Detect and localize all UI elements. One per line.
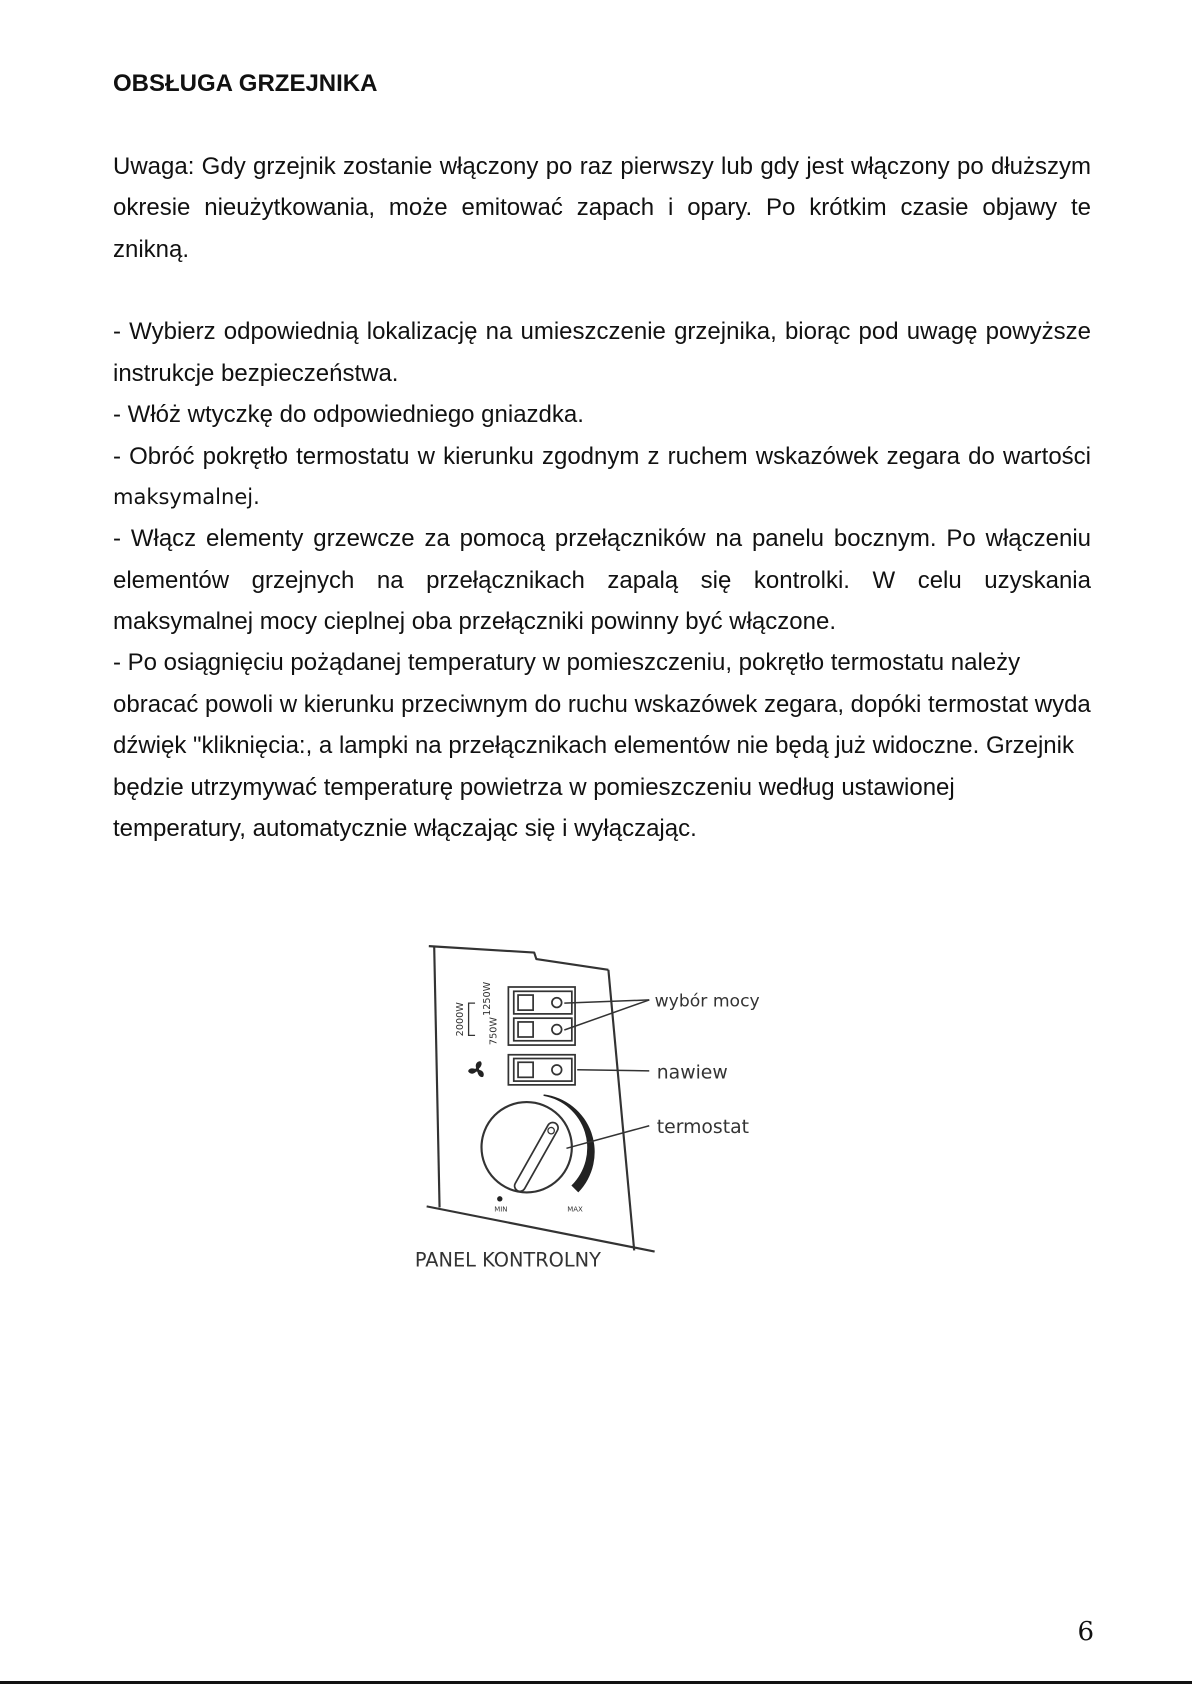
- note-paragraph: [113, 146, 1091, 270]
- power-switch-1: [514, 991, 572, 1014]
- panel-right-edge: [608, 970, 634, 1251]
- step-5-line: - Po osiągnięciu pożądanej temperatury w pomieszczeniu, pokrętło termostatu należy: [113, 649, 1021, 677]
- step-3-line: maksymalnej.: [113, 484, 260, 509]
- label-power-select: wybór mocy: [654, 991, 760, 1012]
- switch-lamp: [552, 1065, 562, 1075]
- note-line: znikną.: [113, 235, 190, 263]
- rating-2000w-label: 2000W: [455, 1002, 467, 1037]
- label-thermostat: termostat: [656, 1117, 749, 1139]
- switch-lamp: [552, 1025, 562, 1035]
- fan-switch: [508, 1055, 575, 1085]
- step-3-line: - Obróć pokrętło termostatu w kierunku zgodnym z ruchem wskazówek zegara do wartości: [113, 442, 1091, 470]
- rating-bracket: [469, 1003, 475, 1035]
- step-5-line: obracać powoli w kierunku przeciwnym do ruchu wskazówek zegara, dopóki termostat wyda: [113, 690, 1091, 718]
- panel-top-edge: [429, 946, 609, 970]
- step-4-line: elementów grzejnych na przełącznikach zapalą się kontrolki. W celu uzyskania: [113, 566, 1091, 594]
- document-body: [113, 63, 1091, 849]
- page-title: OBSŁUGA GRZEJNIKA: [113, 70, 378, 97]
- thermostat-dial: [482, 1094, 595, 1213]
- fan-icon: [468, 1061, 486, 1078]
- panel-left-edge: [434, 946, 439, 1207]
- min-marker-dot: [497, 1196, 502, 1201]
- step-1-line: - Wybierz odpowiednią lokalizację na umieszczenie grzejnika, biorąc pod uwagę powyższe: [113, 318, 1091, 346]
- page-number: 6: [1077, 1617, 1094, 1647]
- control-panel-diagram: [403, 930, 774, 1280]
- leader-fan: [577, 1070, 649, 1071]
- note-line: Uwaga: Gdy grzejnik zostanie włączony po raz pierwszy lub gdy jest włączony po dłuższym: [113, 152, 1091, 180]
- step-4-line: maksymalnej mocy cieplnej oba przełączniki powinny być włączone.: [113, 608, 836, 636]
- rating-1250w-label: 1250W: [482, 981, 494, 1016]
- leader-thermostat: [566, 1126, 649, 1149]
- step-5-line: temperatury, automatycznie włączając się i wyłączając.: [113, 815, 697, 843]
- step-1-line: instrukcje bezpieczeństwa.: [113, 359, 399, 387]
- panel-bottom-edge: [427, 1206, 655, 1251]
- switch-rocker: [518, 1022, 533, 1037]
- leader-power-2: [564, 1000, 649, 1030]
- power-switch-2: [514, 1018, 572, 1041]
- power-rating-labels: [455, 981, 499, 1045]
- step-2: [113, 394, 1091, 435]
- label-fan: nawiew: [656, 1062, 728, 1084]
- step-1: [113, 311, 1091, 394]
- step-5: [113, 642, 1091, 849]
- step-2-line: - Włóż wtyczkę do odpowiedniego gniazdka.: [113, 401, 584, 429]
- step-3: [113, 436, 1091, 519]
- dial-min-label: MIN: [494, 1205, 508, 1214]
- note-line: okresie nieużytkowania, może emitować zapach i opary. Po krótkim czasie objawy te: [113, 194, 1091, 222]
- instruction-steps: [113, 311, 1091, 849]
- leader-power-1: [564, 1000, 649, 1003]
- leader-lines: [564, 1000, 649, 1148]
- step-5-line: będzie utrzymywać temperaturę powietrza w pomieszczeniu według ustawionej: [113, 773, 955, 801]
- step-4: [113, 518, 1091, 642]
- step-5-line: dźwięk "kliknięcia:, a lampki na przełącznikach elementów nie będą już widoczne. Grzejnik: [113, 732, 1074, 760]
- switch-rocker: [518, 995, 533, 1010]
- power-switches: [508, 987, 575, 1045]
- rating-750w-label: 750W: [488, 1017, 500, 1046]
- step-4-line: - Włącz elementy grzewcze za pomocą przełączników na panelu bocznym. Po włączeniu: [113, 525, 1091, 553]
- switch-rocker: [518, 1062, 533, 1077]
- dial-max-label: MAX: [567, 1205, 583, 1214]
- switch-lamp: [552, 998, 562, 1008]
- figure-caption: PANEL KONTROLNY: [414, 1248, 601, 1272]
- fan-blade: [476, 1061, 482, 1070]
- bottom-rule: [0, 1681, 1192, 1684]
